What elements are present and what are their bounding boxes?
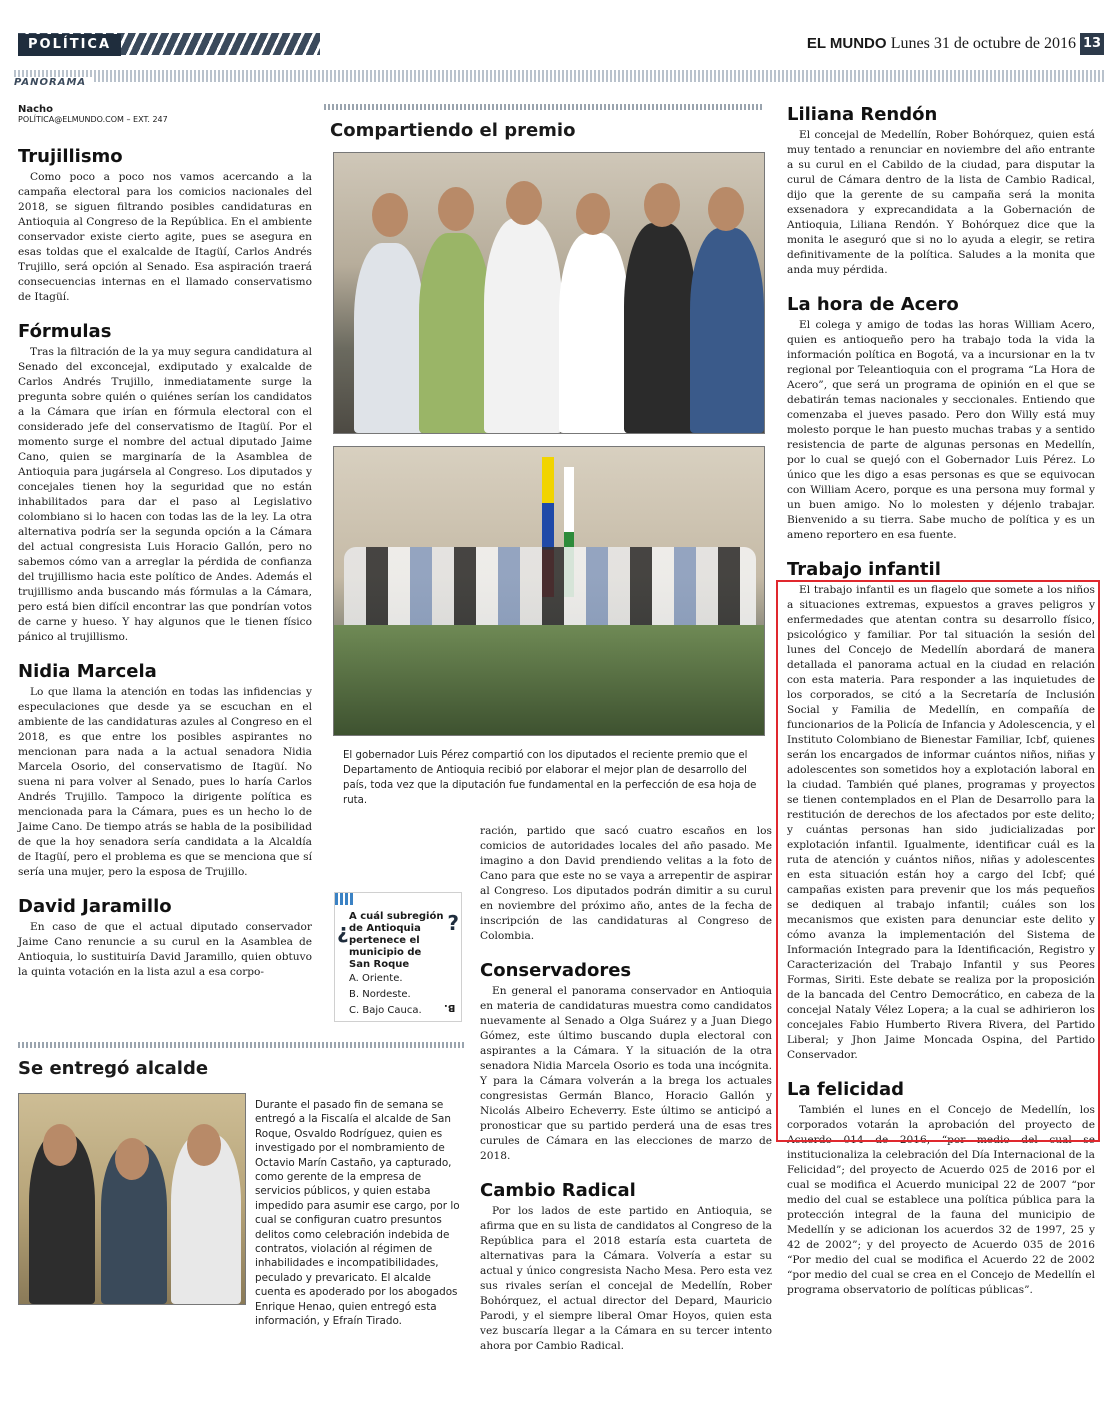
issue-date: Lunes 31 de octubre de 2016 — [890, 35, 1076, 52]
person-head — [372, 193, 408, 237]
person-head — [43, 1124, 77, 1166]
quiz-options — [349, 971, 422, 1019]
article-trujillismo — [18, 146, 312, 305]
article-body: Por los lados de este partido en Antioquia, se afirma que en su lista de candidatos al Congreso de la República para el 2018 estaría esta cuarteta de alternativas para la Cámara. Volvería a estar su actual y único congresista Nacho Mesa. Pero esta vez sus rivales serían el concejal de Medellín, Rober Bohórquez, el actual director del Depard, Mauricio Parodi, y el siempre liberal Omar Hoyos, quien esta vez buscaría llegar a la Cámara en su tercer intento ahora por Cambio Radical. — [480, 1205, 772, 1352]
person-figure — [484, 218, 562, 433]
alcalde-photo — [18, 1093, 246, 1305]
article-conservadores — [480, 960, 772, 1164]
quiz-accent — [335, 893, 353, 905]
article-title: Fórmulas — [18, 321, 112, 342]
article-title: Conservadores — [480, 960, 632, 981]
divider-dots — [324, 104, 764, 110]
inverted-question-icon: ¿ — [337, 919, 349, 943]
person-figure — [419, 233, 491, 433]
floor-map — [334, 625, 765, 735]
alcalde-body: Durante el pasado fin de semana se entregó a la Fiscalía el alcalde de San Roque, Osvaldo Rodríguez, quien es investigado por el nombramiento de Octavio Marín Castaño, ya capturado, como gerente de la empresa de servicios públicos, y quien estaba impedido para asumir ese cargo, por lo cual se configuran cuatro presuntos delitos como celebración indebida de contratos, violación al régimen de inhabilidades e incompatibilidades, peculado y prevaricato. El alcalde cuenta es apoderado por los abogados Enrique Henao, quien entregó esta información, y Efraín Tirado. — [255, 1099, 460, 1328]
byline-contact: POLÍTICA@ELMUNDO.COM – EXT. 247 — [18, 115, 168, 124]
article-body: Como poco a poco nos vamos acercando a la campaña electoral para los comicios nacionales del 2018, se siguen filtrando posibles candidaturas en Antioquia al Congreso de la República. En el ambiente conservador existe cierto agite, pues se asegura en esas toldas que el exalcalde de Itagüí, Carlos Andrés Trujillo, será opción al Senado. Esa aspiración traerá consecuencias internas en el llamado conservatismo de Itagüí. — [18, 171, 312, 303]
subsection-label: PANORAMA — [14, 77, 92, 88]
left-column — [18, 104, 312, 996]
byline-name: Nacho — [18, 104, 54, 115]
group-photo-top — [333, 152, 765, 434]
person-head — [506, 181, 542, 225]
article-cambio-radical — [480, 1180, 772, 1354]
article-body: Tras la filtración de la ya muy segura candidatura al Senado del exconcejal, exdiputado y exalcalde de Carlos Andrés Trujillo, inmediatamente surge la pregunta sobre quién o quiénes serían los candidatos a la Cámara que irían en fórmula electoral con el considerado jefe del conservatismo de Itagüí. Por el momento surge el nombre del actual diputado Jaime Cano, quien se marginaría de la Asamblea de Antioquia para jugársela al Congreso. Los diputados y concejales tienen hoy la seguridad que no están inhabilitados para dar el paso al Legislativo colombiano si lo hacen con todas las de la ley. La otra alternativa podría ser la segunda opción a la Cámara del actual congresista Luis Horacio Gallón, pero no sabemos cómo van a arreglar la pérdida de confianza del trujillismo hacia este político de Andes. Además el trujillismo anda buscando más fórmulas a la Cámara, pero está bien difícil encontrar las que pondrían votos de carne y hueso. Y hay algunos que le tienen físico pánico al trujillismo. — [18, 346, 312, 643]
person-head — [708, 187, 744, 231]
quiz-option: C. Bajo Cauca. — [349, 1005, 422, 1016]
quiz-option: A. Oriente. — [349, 973, 403, 984]
quiz-box — [334, 892, 462, 1022]
article-body: Lo que llama la atención en todas las infidencias y especulaciones que desde ya se escuchan en el ambiente de las candidaturas azules al Congreso en el 2018, es que entre los posibles aspirantes no mencionan para nada a la actual senadora Nidia Marcela Osorio, del conservatismo de Itagüí. No suena ni para volver al Senado, pues lo haría Carlos Andrés Trujillo. Tampoco la dirigente política es mencionada para la Cámara, pues es un hecho lo de Jaime Cano. De tiempo atrás se habla de la posibilidad de que la hoy senadora sería candidata a la Alcaldía de Itagüí, pero el problema es que se menciona que sí sería una mujer, pero la esposa de Trujillo. — [18, 686, 312, 878]
section-tag — [18, 33, 320, 55]
people-row — [344, 547, 756, 627]
subsection-bar — [14, 70, 1104, 88]
group-photo-bottom — [333, 446, 765, 736]
question-icon: ? — [447, 911, 459, 935]
person-head — [115, 1138, 149, 1180]
quiz-answer: B. — [443, 1002, 455, 1013]
alcalde-title: Se entregó alcalde — [18, 1058, 209, 1079]
person-figure — [354, 243, 424, 433]
article-body: ración, partido que sacó cuatro escaños en los comicios de autoridades locales del año pasado. Me imagino a don David prendiendo velitas a la foto de Cano para que este no se vaya a arrepentir de aspirar al Congreso. Los diputados podrán dimitir a su curul en noviembre del próximo año, antes de la fecha de inscripción de las candidaturas al Congreso de Colombia. — [480, 825, 772, 942]
highlight-box — [776, 580, 1100, 1142]
article-body: El colega y amigo de todas las horas William Acero, quien es antioqueño pero ha trabajo toda la vida la información política en Bogotá, va a incursionar en la tv regional por Teleantioquia con el programa “La Hora de Acero”, que será un programa de opinión en el que se debatirán temas nacionales y seccionales. Entiendo que comenzaba el jueves pasado. Pero don Willy está muy molesto porque le han puesto muchas trabas y a sentido resistencia de parte de algunas personas en Medellín, por lo cual se quejó con el Gobernador Luis Pérez. Lo único que les digo a esas personas es que se equivocan con William Acero, porque es una persona muy formal y un buen amigo. No lo molesten y déjenlo trabajar. Bienvenido a su tierra. Sabe mucho de política y es un ameno reportero en esa fuente. — [787, 319, 1095, 541]
article-title: Trabajo infantil — [787, 559, 941, 580]
person-head — [187, 1124, 221, 1166]
article-continuation — [480, 824, 772, 944]
person-figure — [624, 223, 696, 433]
article-title: David Jaramillo — [18, 896, 172, 917]
person-head — [644, 183, 680, 227]
article-david-jaramillo — [18, 896, 312, 980]
person-figure — [559, 233, 629, 433]
article-formulas — [18, 321, 312, 645]
page-number: 13 — [1080, 33, 1104, 55]
article-body: En general el panorama conservador en Antioquia en materia de candidaturas muestra como candidatos nuevamente al Senado a Olga Suárez y a Juan Diego Gómez, este último buscando dupla electoral con aspirantes a la Cámara. Y la situación de la otra senadora Nidia Marcela Osorio es toda una incógnita. Y para la Cámara volverán a la brega los actuales congresistas Germán Blanco, Horacio Gallón y Nicolás Albeiro Echeverry. Este último se anticipó a pronosticar que su partido perderá una de esas tres curules de Cámara en las elecciones de marzo de 2018. — [480, 985, 772, 1162]
article-title: Cambio Radical — [480, 1180, 636, 1201]
section-label: POLÍTICA — [18, 34, 121, 56]
paper-name: EL MUNDO — [806, 35, 887, 52]
article-hora-de-acero — [787, 294, 1095, 543]
article-body: También el lunes en el Concejo de Medellín, los corporados votarán la aprobación del proyecto de Acuerdo 014 de 2016, “por medio del cual se institucionaliza la celebración del Día Internacional de la Felicidad”; del proyecto de Acuerdo 025 de 2016 por el cual se modifica el Acuerdo municipal 22 de 2007 “por medio del cual se establece una política pública para la protección integral de la fauna del municipio de Medellín y se adicionan los acuerdos 32 de 1997, 25 y 42 de 2002”; y del proyecto de Acuerdo 035 de 2016 “Por medio del cual se modifica el Acuerdo 22 de 2002 “por medio del cual se crea en el Concejo de Medellín el programa observatorio de políticas públicas”. — [787, 1104, 1095, 1296]
article-nidia-marcela — [18, 661, 312, 880]
divider-dots — [18, 1042, 466, 1048]
article-title: La hora de Acero — [787, 294, 959, 315]
article-body: El trabajo infantil es un flagelo que somete a los niños a situaciones extremas, expuestos a graves peligros y enfermedades que atentan contra su desarrollo físico, psicológico y familiar. Por tal situación la sesión del lunes del Concejo de Medellín abordará de manera detallada el panorama actual en la ciudad en relación con esta materia. Para responder a las inquietudes de los corporados, se citó a la Secretaría de Inclusión Social y Familia de Medellín, en compañía de funcionarios de la Policía de Infancia y Adolescencia, y el Instituto Colombiano de Bienestar Familiar, Icbf, quienes serán los encargados de informar cuántos niños, niñas y adolescentes son sometidos hoy a explotación laboral en la ciudad. También qué planes, programas y proyectos se tienen contemplados en el Plan de Desarrollo para la restitución de derechos de los afectados por este delito; y cuántas personas han sido judicializadas por explotación infantil. Igualmente, identificar cuál es la ruta de atención y cuántos niños, niñas y adolescentes en esta situación están hoy a cargo del Icbf; qué campañas existen para prevenir que los más pequeños se dediquen al trabajo infantil; cuáles son los mecanismos que existen para denunciar este delito y cómo avanza la implementación del Sistema de Información Integrado para la Identificación, Registro y Caracterización del Trabajo Infantil y sus Peores Formas, Siriti. Este debate se realiza por la proposición de la bancada del Centro Democrático, en cabeza de la concejal Nataly Vélez Lopera; a la cual se adhirieron los concejales Fabio Humberto Rivera Rivera, del Partido Liberal; y Jhon Jaime Moncada Ospina, del Partido Conservador. — [787, 584, 1095, 1061]
middle-column — [480, 824, 772, 1370]
article-title: Trujillismo — [18, 146, 123, 167]
article-title: La felicidad — [787, 1079, 905, 1100]
article-liliana-rendon — [787, 104, 1095, 278]
article-title: Liliana Rendón — [787, 104, 938, 125]
page-header — [14, 33, 1104, 57]
article-title: Nidia Marcela — [18, 661, 157, 682]
quiz-question: A cuál subregión de Antioquia pertenece el municipio de San Roque — [349, 911, 444, 970]
person-head — [576, 193, 610, 235]
quiz-option: B. Nordeste. — [349, 989, 411, 1000]
person-figure — [690, 228, 764, 433]
photo-story-title: Compartiendo el premio — [330, 120, 576, 141]
photo-caption: El gobernador Luis Pérez compartió con los diputados el reciente premio que el Departamento de Antioquia recibió por elaborar el mejor plan de desarrollo del país, toda vez que la diputación fue fundamental en la perfección de esa hoja de ruta. — [343, 750, 757, 806]
group-people — [344, 547, 756, 627]
article-body: El concejal de Medellín, Rober Bohórquez, quien está muy tentado a renunciar en noviembre del año entrante a su curul en el Cabildo de la ciudad, para disputar la curul de Cámara dentro de la lista de Cambio Radical, dijo que la gerente de su campaña será la monita exsenadora y exprecandidata a la Gobernación de Antioquia, Liliana Rendón. Y Bohórquez dice que la monita le aseguró que si no lo ayuda a elegir, se retira definitivamente de la política. Saludes a la monita que anda muy pérdida. — [787, 129, 1095, 276]
article-body: En caso de que el actual diputado conservador Jaime Cano renuncie a su curul en la Asamblea de Antioquia, lo sustituiría David Jaramillo, quien obtuvo la quinta votación en la lista azul a esa corpo- — [18, 921, 312, 978]
person-head — [438, 187, 474, 231]
masthead — [807, 35, 1076, 53]
